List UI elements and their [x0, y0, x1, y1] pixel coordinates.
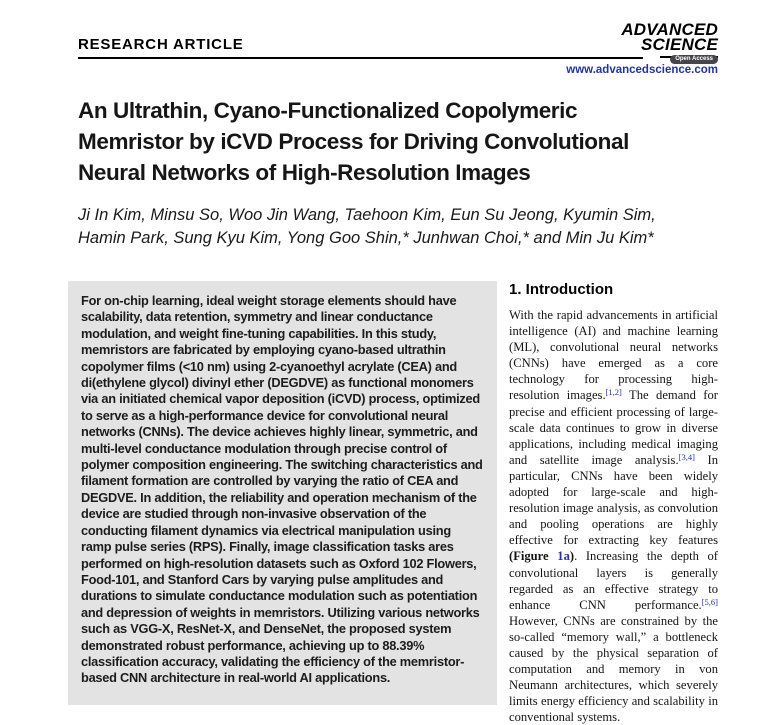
intro-text-run: With the rapid advancements in artificial intelligence (AI) and machine learning (ML), convolutional neural networks (CNNs) have emerged as a core technology for processing high-resolution images. — [509, 308, 718, 403]
journal-logo-line1: ADVANCED — [621, 20, 718, 39]
journal-website-link[interactable]: www.advancedscience.com — [566, 64, 718, 76]
introduction-column — [509, 281, 718, 725]
open-access-badge: Open Access — [670, 55, 718, 64]
author-list: Ji In Kim, Minsu So, Woo Jin Wang, Taehoon Kim, Eun Su Jeong, Kyumin Sim, Hamin Park, Sung Kyu Kim, Yong Goo Shin,* Junhwan Choi,* and Min Ju Kim* — [78, 206, 656, 247]
journal-logo — [621, 22, 718, 52]
abstract-text: For on-chip learning, ideal weight storage elements should have scalability, data retention, symmetry and linear conductance modulation, and weight fine-tuning capabilities. In this study, memristors are fabricated by employing cyano-based ultrathin copolymer films (<10 nm) using 2-cyanoethyl acrylate (CEA) and di(ethylene glycol) divinyl ether (DEGDVE) as functional monomers via an initiated chemical vapor deposition (iCVD) process, optimized to serve as a high-performance device for convolutional neural networks (CNNs). The device achieves highly linear, symmetric, and multi-level conductance modulation through precise control of polymer composition engineering. The switching characteristics and filament formation are controlled by varying the ratio of CEA and DEGDVE. In addition, the reliability and operation mechanism of the device are studied through non-invasive observation of the conducting filament dynamics via electrical manipulation using ramp pulse series (RPS). Finally, image classification tasks ares performed on high-resolution datasets such as Oxford 102 Flowers, Food-101, and Stanford Cars by varying pulse amplitudes and durations to simulate conductance modulation such as potentiation and depression of weights in memristors. Utilizing various networks such as VGG-X, ResNet-X, and DenseNet, the proposed system demonstrated robust performance, achieving up to 88.39% classification accuracy, validating the efficiency of the memristor-based CNN architecture in real-world AI applications. — [81, 293, 483, 686]
intro-text-run: . Increasing the depth of convolutional layers is generally regarded as an effective strategy to enhance CNN performance. — [509, 549, 718, 612]
figure-ref-1a[interactable]: 1a — [557, 549, 570, 564]
introduction-paragraph — [509, 307, 718, 725]
figure-ref-label: (Figure — [509, 549, 558, 564]
header-rule — [78, 57, 643, 59]
citation-ref-5-6[interactable]: [5,6] — [701, 596, 718, 607]
citation-ref-1-2[interactable]: [1,2] — [605, 387, 622, 398]
article-title: An Ultrathin, Cyano-Functionalized Copolymeric Memristor by iCVD Process for Driving Convolutional Neural Networks of High-Resolution Images — [78, 98, 629, 185]
intro-text-run: However, CNNs are constrained by the so-called “memory wall,” a bottleneck caused by the physical separation of computation and memory in von Neumann architectures, which severely limits energy efficiency and scalability in conventional systems. — [509, 613, 718, 725]
intro-text-run: The demand for precise and efficient processing of large-scale data continues to grow in diverse applications, including medical imaging and satellite image analysis. — [509, 388, 718, 467]
intro-text-run: In particular, CNNs have been widely adopted for large-scale and high-resolution image analysis, as convolution and pooling operations are highly effective for extracting key features — [509, 452, 719, 548]
journal-logo-line2: SCIENCE — [641, 35, 718, 54]
abstract-box — [68, 281, 497, 705]
citation-ref-3-4[interactable]: [3,4] — [678, 451, 695, 462]
article-type-label: RESEARCH ARTICLE — [78, 36, 244, 53]
section-heading-introduction: 1. Introduction — [509, 281, 614, 298]
figure-ref-close-paren: ) — [569, 549, 575, 564]
